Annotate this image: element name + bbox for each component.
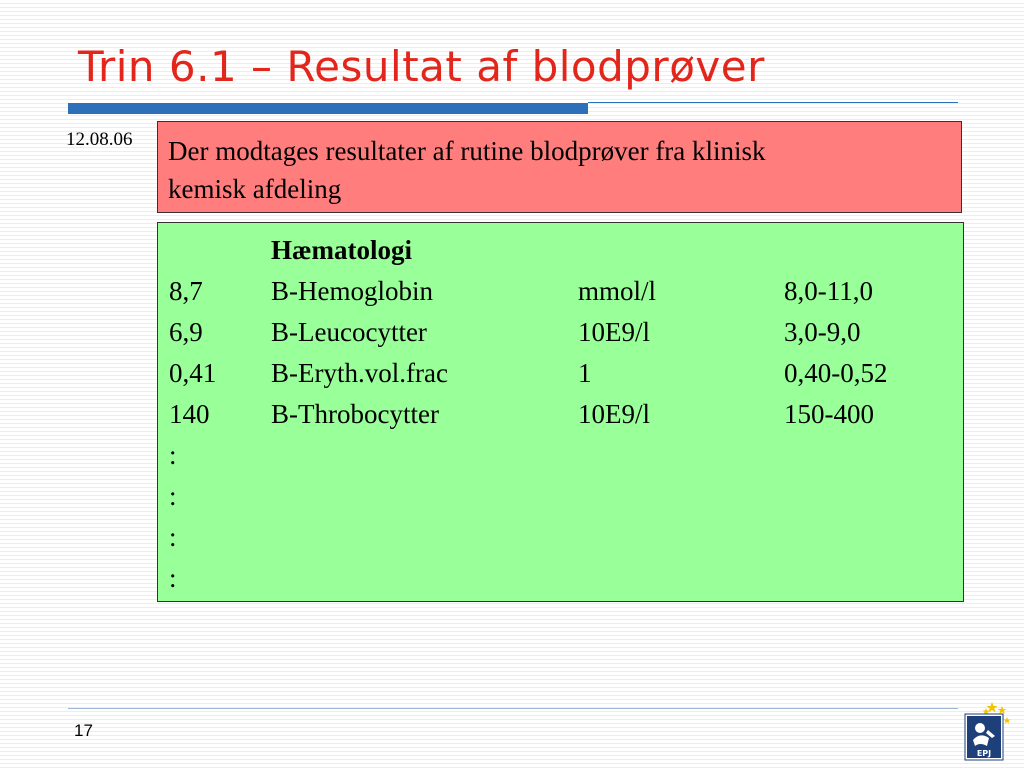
continuation-dot: : bbox=[169, 481, 177, 511]
lab-unit: 10E9/l bbox=[578, 399, 650, 429]
continuation-dot: : bbox=[169, 440, 177, 470]
info-text-line-2: kemisk afdeling bbox=[168, 174, 342, 204]
info-text-line-1: Der modtages resultater af rutine blodprøver fra klinisk bbox=[168, 136, 766, 166]
lab-test-name: B-Throbocytter bbox=[271, 399, 439, 429]
lab-results-box bbox=[157, 222, 964, 602]
epj-logo-icon bbox=[962, 700, 1012, 764]
lab-reference-range: 3,0-9,0 bbox=[784, 317, 861, 347]
lab-section-heading: Hæmatologi bbox=[271, 235, 412, 265]
info-box bbox=[157, 121, 962, 213]
lab-reference-range: 150-400 bbox=[784, 399, 874, 429]
footer-divider bbox=[68, 708, 958, 709]
lab-value: 8,7 bbox=[169, 276, 203, 306]
lab-reference-range: 0,40-0,52 bbox=[784, 358, 888, 388]
lab-test-name: B-Leucocytter bbox=[271, 317, 427, 347]
lab-unit: 10E9/l bbox=[578, 317, 650, 347]
continuation-dot: : bbox=[169, 522, 177, 552]
title-underline-bar bbox=[68, 103, 588, 114]
lab-reference-range: 8,0-11,0 bbox=[784, 276, 873, 306]
lab-test-name: B-Hemoglobin bbox=[271, 276, 433, 306]
continuation-markers bbox=[169, 435, 177, 599]
slide-title: Trin 6.1 – Resultat af blodprøver bbox=[78, 42, 765, 91]
page-number: 17 bbox=[74, 721, 93, 740]
lab-value: 0,41 bbox=[169, 358, 217, 388]
lab-test-name: B-Eryth.vol.frac bbox=[271, 358, 448, 388]
logo-text: EPJ bbox=[976, 749, 992, 758]
lab-value: 6,9 bbox=[169, 317, 203, 347]
lab-unit: mmol/l bbox=[578, 276, 657, 306]
title-underline-thin bbox=[588, 102, 958, 103]
continuation-dot: : bbox=[169, 563, 177, 593]
lab-value: 140 bbox=[169, 399, 210, 429]
lab-unit: 1 bbox=[578, 358, 592, 388]
date-label: 12.08.06 bbox=[66, 129, 133, 150]
